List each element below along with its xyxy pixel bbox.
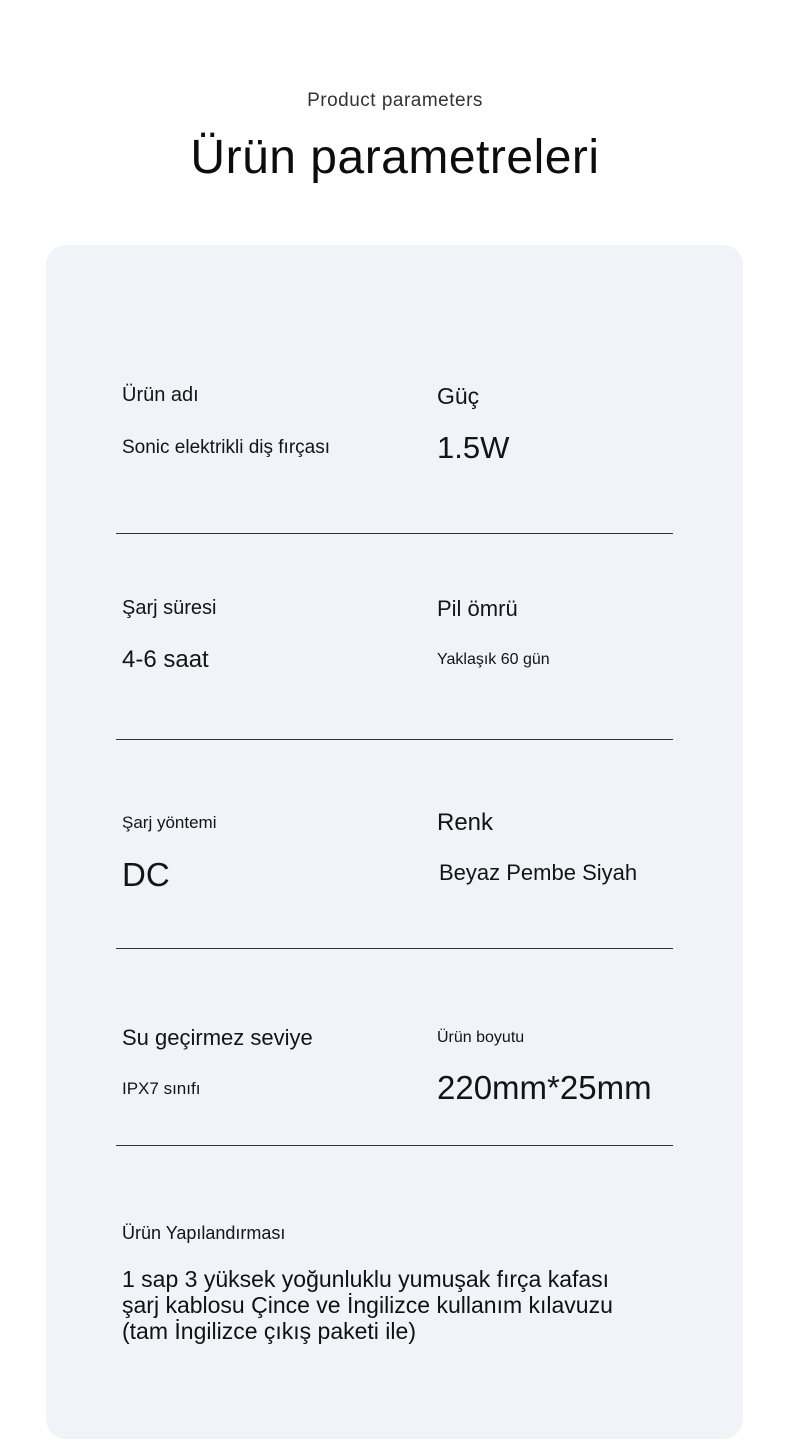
configuration-value: 1 sap 3 yüksek yoğunluklu yumuşak fırça kafası şarj kablosu Çince ve İngilizce kullanım kılavuzu (tam İngilizce çıkış paketi ile) <box>122 1266 613 1344</box>
color-label: Renk <box>437 809 494 836</box>
product-name-label: Ürün adı <box>122 384 199 406</box>
charge-method-label: Şarj yöntemi <box>122 813 217 832</box>
battery-life-label: Pil ömrü <box>437 596 518 621</box>
power-label: Güç <box>437 383 480 409</box>
page-subtitle: Product parameters <box>307 90 483 111</box>
page-title: Ürün parametreleri <box>190 131 600 184</box>
parameters-card <box>46 245 743 1439</box>
waterproof-value: IPX7 sınıfı <box>122 1079 201 1098</box>
charge-method-value: DC <box>122 856 170 893</box>
divider <box>116 948 673 949</box>
configuration-label: Ürün Yapılandırması <box>122 1223 286 1243</box>
divider <box>116 533 673 534</box>
product-name-value: Sonic elektrikli diş fırçası <box>122 437 331 458</box>
charge-time-value: 4-6 saat <box>122 646 209 673</box>
divider <box>116 739 673 740</box>
battery-life-value: Yaklaşık 60 gün <box>437 651 550 668</box>
size-label: Ürün boyutu <box>437 1029 525 1046</box>
waterproof-label: Su geçirmez seviye <box>122 1025 313 1050</box>
charge-time-label: Şarj süresi <box>122 597 217 619</box>
divider <box>116 1145 673 1146</box>
power-value: 1.5W <box>437 430 510 465</box>
color-value: Beyaz Pembe Siyah <box>439 860 638 885</box>
size-value: 220mm*25mm <box>437 1069 652 1106</box>
